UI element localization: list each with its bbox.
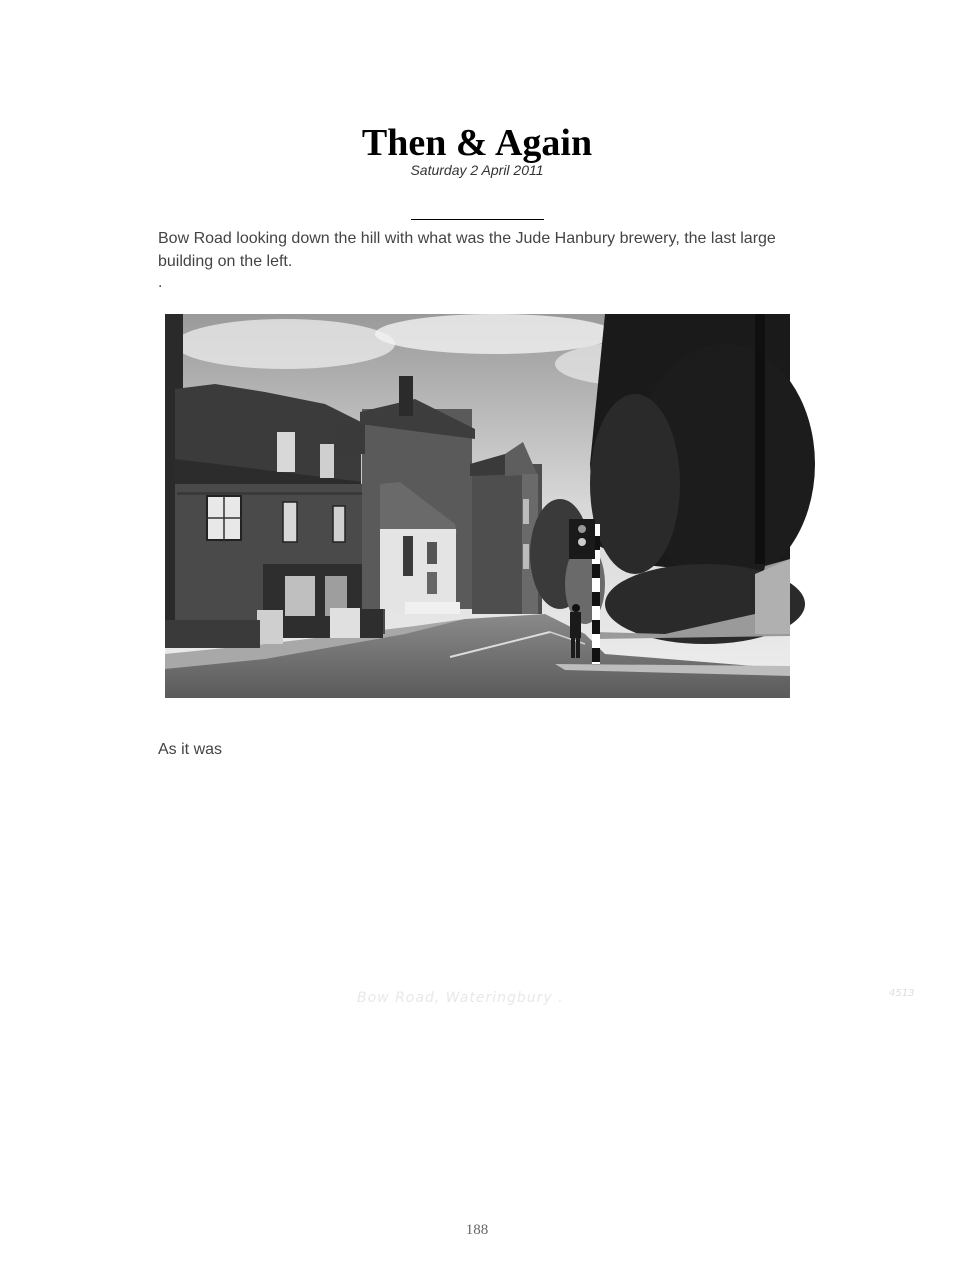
- divider: [411, 219, 544, 220]
- post-date: Saturday 2 April 2011: [410, 162, 544, 178]
- photo-number: 4513: [889, 988, 915, 999]
- page-title: Then & Again: [361, 122, 593, 164]
- photo-label: As it was: [158, 741, 223, 758]
- photo-caption: Bow Road, Wateringbury .: [357, 990, 564, 1006]
- post-text: Bow Road looking down the hill with what was the Jude Hanbury brewery, the last large building on the left.: [158, 230, 776, 270]
- post-dot: .: [158, 274, 163, 291]
- page-number: 188: [465, 1222, 489, 1238]
